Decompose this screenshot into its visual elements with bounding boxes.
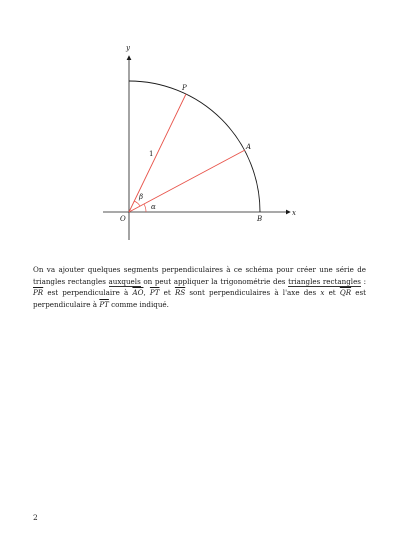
text-run: est perpendiculaire à bbox=[43, 288, 133, 298]
angle-alpha-arc bbox=[144, 204, 146, 212]
body-paragraph bbox=[33, 264, 366, 310]
angle-alpha-label: α bbox=[151, 203, 156, 211]
angle-beta-label: β bbox=[139, 193, 144, 201]
text-run: sont perpendiculaires à l'axe des bbox=[185, 288, 321, 298]
point-p-label: P bbox=[182, 84, 187, 92]
text-run: On va ajouter quelques segments perpendiculaires à ce schéma pour créer une série de triangles rectangles bbox=[33, 265, 366, 286]
text-run: , bbox=[143, 288, 150, 298]
variable-x: x bbox=[320, 288, 325, 298]
text-run: est perpendiculaire à bbox=[33, 288, 367, 309]
origin-label: O bbox=[120, 215, 126, 223]
text-run: et bbox=[159, 288, 175, 298]
point-a-label: A bbox=[246, 143, 252, 151]
x-axis-label: x bbox=[292, 209, 296, 217]
radius-label: 1 bbox=[149, 150, 154, 158]
text-run: comme indiqué. bbox=[108, 299, 169, 309]
text-run: : bbox=[360, 276, 366, 286]
text-run: triangles rectangles bbox=[288, 276, 361, 286]
page-number: 2 bbox=[33, 513, 38, 522]
text-run: et bbox=[324, 288, 340, 298]
angle-beta-arc bbox=[134, 201, 140, 206]
segment-ao: $\overline{AO}$ bbox=[132, 288, 144, 298]
segment-rs: $\overline{RS}$ bbox=[174, 288, 186, 298]
segment-pt: $\overline{PT}$ bbox=[99, 299, 109, 309]
quarter-circle-arc bbox=[129, 81, 260, 212]
segment-oa bbox=[129, 150, 245, 212]
text-run: auxquels bbox=[108, 276, 141, 286]
y-axis-label: y bbox=[126, 44, 130, 52]
segment-op bbox=[129, 94, 186, 212]
unit-circle-figure bbox=[0, 0, 400, 260]
point-b-label: B bbox=[257, 215, 263, 223]
segment-qr: $\overline{QR}$ bbox=[339, 288, 352, 298]
text-run: on peut appliquer la trigonométrie des bbox=[140, 276, 289, 286]
segment-pt: $\overline{PT}$ bbox=[149, 288, 160, 298]
segment-pr: $\overline{PR}$ bbox=[33, 288, 44, 298]
